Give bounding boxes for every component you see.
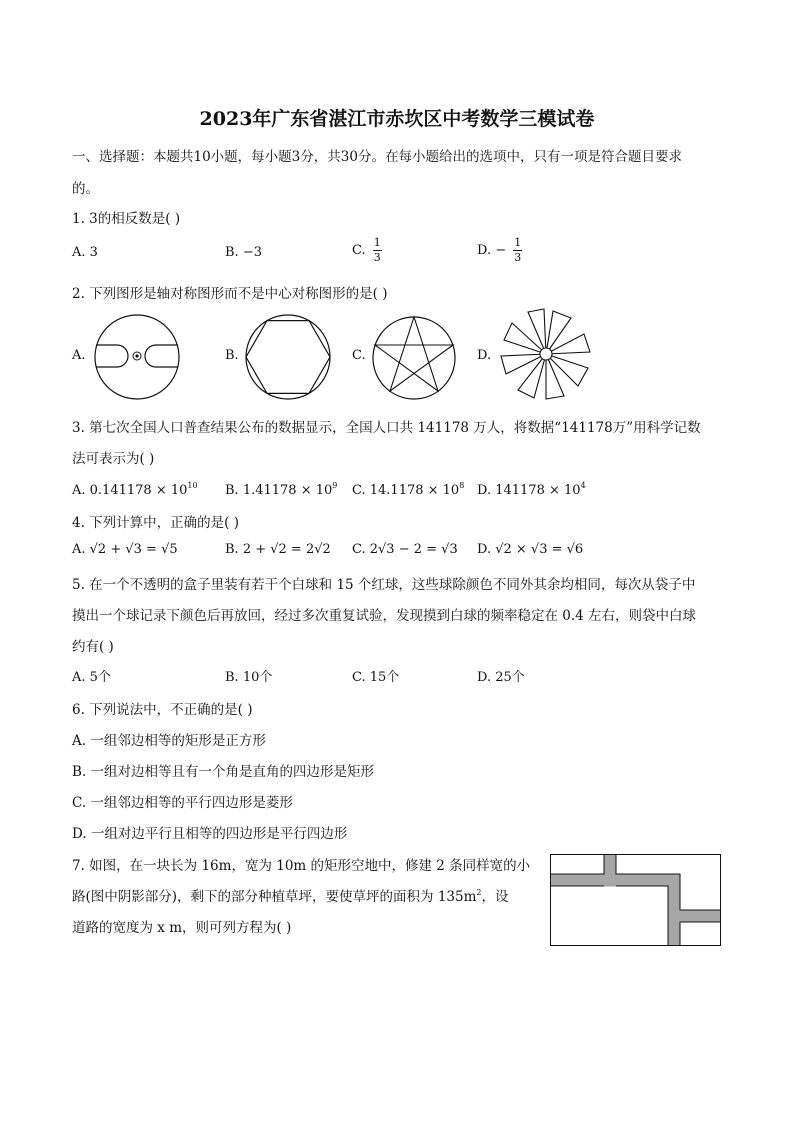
q2-option-a-label: A. bbox=[72, 348, 86, 363]
q5-option-a: A. 5个 bbox=[72, 670, 111, 685]
q7-figure bbox=[550, 854, 722, 948]
q3-option-d bbox=[477, 481, 586, 498]
q1-option-d bbox=[477, 237, 522, 264]
section-heading-line2: 的。 bbox=[72, 181, 99, 197]
q5-option-b: B. 10个 bbox=[225, 670, 273, 685]
q1-option-d-fraction bbox=[513, 237, 522, 264]
section-heading-line1: 一、选择题：本题共10小题，每小题3分，共30分。在每小题给出的选项中，只有一项是符合题目要求 bbox=[72, 149, 682, 165]
q1-option-c-fraction bbox=[373, 237, 382, 264]
q6-stem: 6. 下列说法中，不正确的是( ) bbox=[72, 702, 253, 718]
q7-field-rect bbox=[551, 855, 721, 946]
q7-stem-line2 bbox=[72, 885, 509, 905]
q1-option-d-label: D. − bbox=[477, 243, 507, 258]
figure-d-blade bbox=[528, 309, 546, 354]
q4-option-b: B. 2 + √2 = 2√2 bbox=[225, 542, 331, 557]
q3-d-base: D. 141178 × 10 bbox=[477, 483, 581, 498]
q1-option-a: A. 3 bbox=[72, 245, 98, 260]
q1-option-b: B. −3 bbox=[225, 245, 262, 260]
figure-b-circle bbox=[246, 315, 330, 399]
q7-stem-line2-text: 路(图中阴影部分)，剩下的部分种植草坪，要使草坪的面积为 135m bbox=[72, 889, 477, 905]
q5-stem-line2: 摸出一个球记录下颜色后再放回，经过多次重复试验，发现摸到白球的频率稳定在 0.4 左右，则袋中白球 bbox=[72, 608, 697, 624]
q1-option-c-label: C. bbox=[352, 243, 366, 258]
q3-stem-line1: 3. 第七次全国人口普查结果公布的数据显示，全国人口共 141178 万人，将数据“141178万”用科学记数 bbox=[72, 420, 701, 436]
q1-stem: 1. 3的相反数是( ) bbox=[72, 211, 181, 227]
q4-option-c: C. 2√3 − 2 = √3 bbox=[352, 542, 458, 557]
q3-a-base: A. 0.141178 × 10 bbox=[72, 483, 188, 498]
figure-a-dot bbox=[135, 354, 138, 357]
q2-option-c-label: C. bbox=[352, 348, 366, 363]
q3-stem-line2: 法可表示为( ) bbox=[72, 451, 155, 467]
q1-option-c bbox=[352, 237, 382, 264]
figure-b-hexagon bbox=[246, 321, 330, 394]
page-title: 2023年广东省湛江市赤坎区中考数学三模试卷 bbox=[199, 108, 595, 130]
q7-stem-line2-tail: ，设 bbox=[481, 889, 509, 905]
figure-c-circle bbox=[373, 317, 455, 399]
q2-option-d-label: D. bbox=[477, 348, 492, 363]
q5-stem-line1: 5. 在一个不透明的盒子里装有若干个白球和 15 个红球，这些球除颜色不同外其余均相同，每次从袋子中 bbox=[72, 577, 696, 593]
q1-c-denominator: 3 bbox=[373, 251, 381, 264]
q2-option-b-label: B. bbox=[225, 348, 239, 363]
q2-figure-b bbox=[244, 314, 334, 400]
figure-a-right-slot bbox=[145, 345, 178, 367]
q2-figure-c bbox=[370, 314, 460, 400]
q2-stem: 2. 下列图形是轴对称图形而不是中心对称图形的是( ) bbox=[72, 286, 388, 302]
q7-stem-line3: 道路的宽度为 x m，则可列方程为( ) bbox=[72, 920, 292, 936]
q5-option-d: D. 25个 bbox=[477, 670, 525, 685]
q7-area-exponent: 2 bbox=[476, 888, 482, 897]
figure-a-left-slot bbox=[96, 345, 128, 367]
q3-b-base: B. 1.41178 × 10 bbox=[225, 483, 333, 498]
q3-d-exponent: 4 bbox=[580, 481, 586, 490]
q4-option-d: D. √2 × √3 = √6 bbox=[477, 542, 584, 557]
figure-d-blade bbox=[546, 354, 564, 399]
q3-c-exponent: 8 bbox=[459, 481, 465, 490]
q5-stem-line3: 约有( ) bbox=[72, 639, 114, 655]
q3-option-c bbox=[352, 481, 464, 498]
q3-b-exponent: 9 bbox=[332, 481, 338, 490]
q3-c-base: C. 14.1178 × 10 bbox=[352, 483, 460, 498]
q3-option-a bbox=[72, 481, 198, 498]
q3-option-b bbox=[225, 481, 337, 498]
q6-option-d: D. 一组对边平行且相等的四边形是平行四边形 bbox=[72, 826, 348, 842]
q6-option-b: B. 一组对边相等且有一个角是直角的四边形是矩形 bbox=[72, 764, 375, 780]
q1-d-denominator: 3 bbox=[514, 251, 522, 264]
figure-d-hub bbox=[540, 348, 552, 360]
q2-figure-a bbox=[92, 314, 184, 400]
q2-figure-d bbox=[498, 306, 594, 402]
q5-option-c: C. 15个 bbox=[352, 670, 400, 685]
q4-option-a: A. √2 + √3 = √5 bbox=[72, 542, 178, 557]
q3-a-exponent: 10 bbox=[187, 481, 198, 490]
q6-option-a: A. 一组邻边相等的矩形是正方形 bbox=[72, 733, 266, 749]
q4-stem: 4. 下列计算中，正确的是( ) bbox=[72, 515, 239, 531]
figure-d-blade bbox=[501, 354, 546, 374]
q1-c-numerator: 1 bbox=[373, 236, 381, 249]
q7-stem-line1: 7. 如图，在一块长为 16m，宽为 10m 的矩形空地中，修建 2 条同样宽的小 bbox=[72, 858, 531, 874]
q1-d-numerator: 1 bbox=[514, 236, 522, 249]
q6-option-c: C. 一组邻边相等的平行四边形是菱形 bbox=[72, 795, 293, 811]
